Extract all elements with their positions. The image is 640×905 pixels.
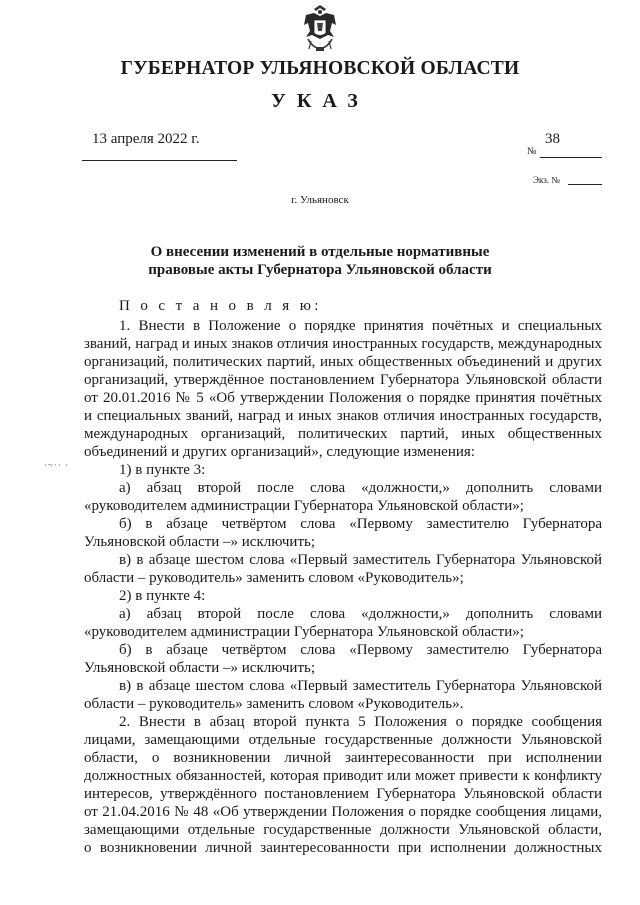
body-line: «руководителем администрации Губернатора Ульяновской области»; [84,498,524,514]
document-type: УКАЗ [271,90,369,112]
body-line: Ульяновской области –» исключить; [84,660,316,676]
scan-artifact: ·~·· · [44,460,70,470]
number-underline [540,157,602,158]
body-line: организаций, утверждённое постановлением Губернатора Ульяновской области [84,372,602,388]
body-line: 2. Внести в абзац второй пункта 5 Положения о порядке сообщения [119,714,602,730]
body-line: области – руководитель» заменить словом «Руководитель». [84,696,464,712]
body-line: в) в абзаце шестом слова «Первый заместитель Губернатора Ульяновской [119,678,602,694]
body-line: званий, наград и иных знаков отличия иностранных государств, международных [84,336,602,352]
body-line: б) в абзаце четвёртом слова «Первому заместителю Губернатора [119,642,602,658]
decree-date: 13 апреля 2022 г. [92,131,200,147]
body-line: о возникновении личной заинтересованности при исполнении должностных [84,840,602,856]
body-line: области, о возникновении личной заинтересованности при исполнении [84,750,602,766]
body-line: П о с т а н о в л я ю: [119,298,322,314]
body-line: в) в абзаце шестом слова «Первый заместитель Губернатора Ульяновской [119,552,602,568]
body-line: Ульяновской области –» исключить; [84,534,316,550]
date-underline [82,160,237,161]
body-line: б) в абзаце четвёртом слова «Первому заместителю Губернатора [119,516,602,532]
body-line: организаций, политических партий, иных общественных объединений и других [84,354,602,370]
copy-number-label: Экз. № [533,175,560,185]
body-line: лицами, замещающими отдельные государственные должности Ульяновской [84,732,602,748]
body-line: от 21.04.2016 № 48 «Об утверждении Положения о порядке сообщения лицами, [84,804,602,820]
coat-of-arms-emblem [300,3,340,53]
coat-of-arms-icon [300,3,340,53]
decree-subject [0,243,640,279]
body-line: 1. Внести в Положение о порядке принятия почётных и специальных [119,318,602,334]
body-line: 2) в пункте 4: [119,588,206,604]
copy-number-underline [568,184,602,185]
city-name: г. Ульяновск [291,194,349,206]
body-line: области – руководитель» заменить словом «Руководитель»; [84,570,464,586]
body-line: «руководителем администрации Губернатора Ульяновской области»; [84,624,524,640]
body-line: замещающими отдельные государственные должности Ульяновской области, [84,822,602,838]
number-sign: № [527,146,537,157]
body-line: объединений и других организаций», следующие изменения: [84,444,475,460]
body-line: 1) в пункте 3: [119,462,206,478]
body-line: а) абзац второй после слова «должности,» дополнить словами [119,480,602,496]
body-line: а) абзац второй после слова «должности,» дополнить словами [119,606,602,622]
body-line: от 20.01.2016 № 5 «Об утверждении Положения о порядке принятия почётных [84,390,602,406]
subject-line: О внесении изменений в отдельные нормативные [150,244,490,260]
body-line: международных организаций, политических партий, иных общественных [84,426,602,442]
issuer-title: ГУБЕРНАТОР УЛЬЯНОВСКОЙ ОБЛАСТИ [120,58,520,79]
body-line: должностных обязанностей, которая приводит или может привести к конфликту [84,768,602,784]
decree-number: 38 [545,131,560,147]
body-line: и специальных званий, наград и иных знаков отличия иностранных государств, [84,408,602,424]
subject-line: правовые акты Губернатора Ульяновской области [148,262,492,278]
body-line: интересов, утверждённого постановлением Губернатора Ульяновской области [84,786,602,802]
